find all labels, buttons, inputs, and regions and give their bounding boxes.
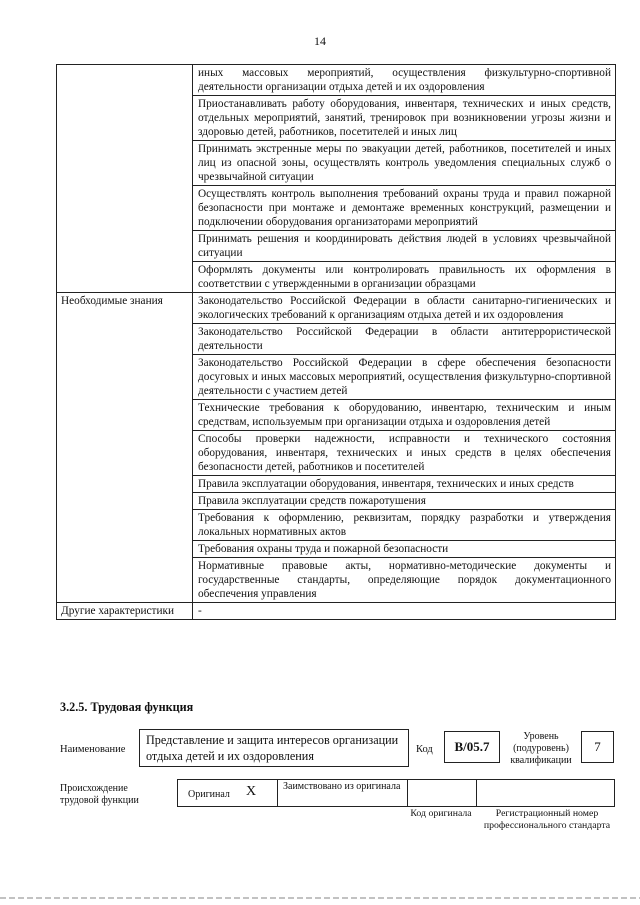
row-text: Приостанавливать работу оборудования, инвентаря, технических и иных средств, отдельных мероприятий, занятий, тренировок при возникновении угрозы жизни и здоровью детей, работников, посетителей и иных лиц: [193, 96, 616, 141]
row-text: Технические требования к оборудованию, инвентарю, техническим и иным средствам, используемым при организации отдыха и оздоровления детей: [193, 400, 616, 431]
divider-2: [476, 779, 477, 807]
row-text: Законодательство Российской Федерации в области санитарно-гигиенических и экологических требований к организациям отдыха детей и их оздоровления: [193, 293, 616, 324]
code-label: Код: [416, 744, 433, 755]
section-title: 3.2.5. Трудовая функция: [60, 700, 194, 714]
level-value: 7: [594, 739, 601, 754]
original-mark: X: [246, 784, 257, 799]
row-text: Принимать экстренные меры по эвакуации детей, работников, посетителей и иных лиц из опасной зоны, осуществлять контроль уведомления специальных служб о чрезвычайной ситуации: [193, 141, 616, 186]
scan-edge: [0, 897, 640, 899]
row-heading: Другие характеристики: [57, 603, 193, 620]
level-label: Уровень (подуровень) квалификации: [510, 731, 572, 766]
table-row: [57, 65, 616, 96]
function-name-box: [139, 729, 409, 767]
code-value-box: [444, 731, 500, 763]
row-heading: [57, 65, 193, 293]
page-number: 14: [314, 34, 326, 48]
row-text: -: [193, 603, 616, 620]
original-label: Оригинал: [188, 789, 230, 800]
code-original-label: Код оригинала: [410, 808, 472, 819]
row-text: Нормативные правовые акты, нормативно-методические документы и государственные стандарты, определяющие порядок документационного обеспечения управления: [193, 558, 616, 603]
row-text: иных массовых мероприятий, осуществления физкультурно-спортивной деятельности организации отдыха детей и их оздоровления: [193, 65, 616, 96]
row-text: Осуществлять контроль выполнения требований охраны труда и правил пожарной безопасности при монтаже и демонтаже временных конструкций, размещении и подключении оборудования организаторами мероприятий: [193, 186, 616, 231]
name-label: Наименование: [60, 744, 126, 755]
row-text: Правила эксплуатации оборудования, инвентаря, технических и иных средств: [193, 476, 616, 493]
divider-1: [407, 779, 408, 807]
origin-label: Происхождение трудовой функции: [60, 783, 139, 806]
table-row: [57, 603, 616, 620]
row-text: Принимать решения и координировать действия людей в условиях чрезвычайной ситуации: [193, 231, 616, 262]
row-text: Оформлять документы или контролировать правильность их оформления в соответствии с утвержденными в организации образцами: [193, 262, 616, 293]
requirements-table: [56, 64, 616, 620]
row-heading: Необходимые знания: [57, 293, 193, 603]
table-row: [57, 293, 616, 324]
borrowed-label: Заимствовано из оригинала: [283, 781, 401, 792]
level-value-box: [581, 731, 614, 763]
function-name-value: Представление и защита интересов организации отдыха детей и их оздоровления: [146, 733, 399, 763]
row-text: Требования к оформлению, реквизитам, порядку разработки и утверждения локальных нормативных актов: [193, 510, 616, 541]
row-text: Способы проверки надежности, исправности и технического состояния оборудования, инвентаря, технических и иных средств в целях обеспечения безопасности детей, работников и посетителей: [193, 431, 616, 476]
row-text: Требования охраны труда и пожарной безопасности: [193, 541, 616, 558]
row-text: Законодательство Российской Федерации в области антитеррористической деятельности: [193, 324, 616, 355]
reg-number-label: Регистрационный номер профессионального стандарта: [483, 808, 611, 831]
row-text: Законодательство Российской Федерации в сфере обеспечения безопасности досуговых и иных массовых мероприятий, осуществления физкультурно-спортивной деятельности с участием детей: [193, 355, 616, 400]
code-value: B/05.7: [454, 739, 490, 754]
row-text: Правила эксплуатации средств пожаротушения: [193, 493, 616, 510]
